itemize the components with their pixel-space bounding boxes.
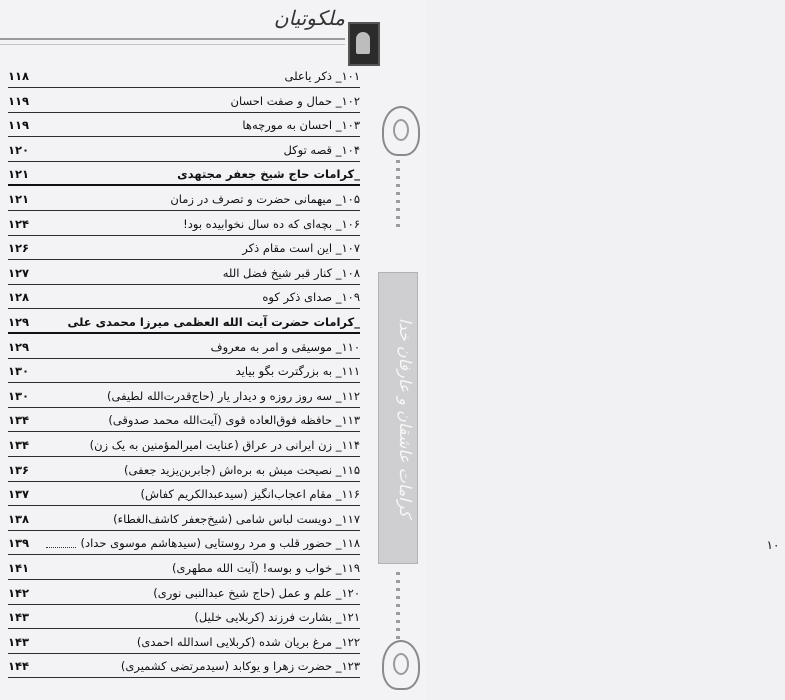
paisley-ornament-icon [382, 640, 420, 690]
toc-entry-title: ۱۱۴_ زن ایرانی در عراق (عنایت امیرالمؤمنین به یک زن) [89, 438, 360, 452]
row-underline [8, 235, 360, 236]
row-underline [8, 112, 360, 113]
toc-page-number: ۱۴۲ [8, 585, 30, 600]
toc-row [8, 66, 360, 88]
toc-page-number: ۱۳۷ [8, 487, 30, 502]
row-underline [8, 604, 360, 605]
row-underline [8, 184, 360, 186]
toc-row [8, 214, 360, 236]
row-underline [8, 431, 360, 432]
toc-entry-title: ۱۱۹_ خواب و بوسه! (آیت الله مطهری) [172, 561, 360, 575]
row-underline [8, 628, 360, 629]
paisley-ornament-icon [382, 106, 420, 156]
toc-row [8, 533, 360, 555]
dotted-ornament [396, 160, 400, 230]
row-underline [8, 407, 360, 408]
toc-page-number: ۱۲۷ [8, 265, 30, 280]
toc-entry-title: ۱۲۳_ حضرت زهرا و یوکابد (سیدمرتضی کشمیری) [120, 659, 360, 674]
toc-row [8, 632, 360, 654]
toc-row [8, 263, 360, 285]
toc-entry-title: ۱۲۲_ مرغ بریان شده (کربلایی اسدالله احمدی) [136, 634, 360, 649]
toc-entry-title: ۱۰۸_ کنار قبر شیخ فضل الله [222, 265, 360, 280]
toc-page-number: ۱۴۴ [8, 659, 30, 674]
toc-entry-title: _کرامات حاج شیخ جعفر مجتهدی [177, 167, 360, 182]
row-underline [8, 87, 360, 88]
toc-row [8, 656, 360, 678]
row-underline [8, 554, 360, 555]
page-number: ۱۰ [766, 538, 780, 552]
toc-page-number: ۱۱۸ [8, 69, 30, 83]
toc-row [8, 140, 360, 162]
toc-entry-title: ۱۱۶_ مقام اعجاب‌انگیز (سیدعبدالکریم کفاش) [140, 487, 360, 502]
row-underline [8, 653, 360, 654]
row-underline [8, 284, 360, 285]
toc-entry-title: ۱۰۶_ بچه‌ای که ده سال نخوابیده بود! [183, 216, 360, 231]
row-underline [8, 456, 360, 457]
row-underline [8, 530, 360, 531]
row-underline [8, 505, 360, 506]
toc-entry-title: ۱۲۱_ بشارت فرزند (کربلایی خلیل) [194, 610, 360, 625]
toc-row [8, 509, 360, 531]
row-underline [8, 677, 360, 678]
side-title: کرامات عاشقان و عارفان خدا [396, 317, 415, 518]
toc-row [8, 460, 360, 482]
toc-page-number: ۱۲۹ [8, 315, 30, 329]
row-underline [8, 308, 360, 309]
toc-entry-title: ۱۱۵_ نصیحت میش به بره‌اش (جابربن‌یزید جعفی) [124, 462, 360, 477]
toc-page-number: ۱۲۸ [8, 290, 30, 305]
toc-page-number: ۱۴۳ [8, 634, 30, 649]
toc-entry-title: ۱۱۷_ دویست لباس شامی (شیخ‌جعفر کاشف‌الغطاء) [113, 511, 360, 526]
dotted-ornament [396, 572, 400, 642]
toc-entry-title: ۱۰۱_ ذکر یاعلی [284, 69, 360, 83]
row-underline [8, 210, 360, 211]
toc-row [8, 238, 360, 260]
toc-entry-title: ۱۰۹_ صدای ذکر کوه [262, 290, 360, 305]
toc-entry-title: ۱۱۸_ حضور قلب و مرد روستایی (سیدهاشم موسوی حداد) [80, 536, 360, 551]
toc-row [8, 583, 360, 605]
toc-page-number: ۱۲۴ [8, 216, 30, 231]
toc-page-number: ۱۴۱ [8, 561, 30, 575]
toc-page-number: ۱۲۱ [8, 167, 30, 182]
toc-entry-title: ۱۰۴_ قصه توکل [283, 142, 360, 157]
toc-entry-title: ۱۱۳_ حافظه فوق‌العاده قوی (آیت‌الله محمد صدوقی) [108, 413, 360, 428]
toc-page-number: ۱۲۹ [8, 339, 30, 354]
toc-entry-title: ۱۰۲_ حمال و صفت احسان [230, 93, 360, 108]
page-header [0, 0, 427, 60]
toc-page-number: ۱۳۸ [8, 511, 30, 526]
toc-row [8, 607, 360, 629]
toc-page-number: ۱۲۶ [8, 241, 30, 256]
toc-entry-title: ۱۱۲_ سه روز روزه و دیدار یار (حاج‌قدرت‌الله لطیفی) [107, 388, 360, 403]
toc-page-number: ۱۳۹ [8, 536, 30, 551]
row-underline [8, 579, 360, 580]
toc-row [8, 484, 360, 506]
toc-row [8, 91, 360, 113]
row-underline [8, 481, 360, 482]
toc-section-row [8, 164, 360, 186]
toc-entry-title: ۱۲۰_ علم و عمل (حاج شیخ عبدالنبی نوری) [153, 585, 360, 600]
toc-row [8, 115, 360, 137]
toc-row [8, 386, 360, 408]
toc-entry-title: _کرامات حضرت آیت الله العظمی میرزا محمدی علی [67, 315, 360, 329]
side-ornament-band [370, 0, 780, 700]
toc-row [8, 287, 360, 309]
row-underline [8, 382, 360, 383]
toc-page-number: ۱۲۰ [8, 142, 30, 157]
toc-row [8, 189, 360, 211]
row-underline [8, 332, 360, 334]
toc-entry-title: ۱۰۵_ میهمانی حضرت و تصرف در زمان [170, 192, 360, 206]
toc-row [8, 361, 360, 383]
row-underline [8, 259, 360, 260]
toc-page-number: ۱۲۱ [8, 192, 30, 206]
toc-section-row [8, 312, 360, 334]
toc-row [8, 435, 360, 457]
toc-page-number: ۱۴۳ [8, 610, 30, 625]
toc-page-number: ۱۳۴ [8, 413, 30, 428]
toc-row [8, 410, 360, 432]
toc-row [8, 337, 360, 359]
toc-entry-title: ۱۰۷_ این است مقام ذکر [242, 241, 360, 256]
table-of-contents [8, 66, 360, 700]
toc-page-number: ۱۱۹ [8, 118, 30, 133]
toc-page-number: ۱۱۹ [8, 93, 30, 108]
toc-page-number: ۱۳۴ [8, 438, 30, 452]
header-rule [0, 38, 345, 40]
toc-page-number: ۱۳۰ [8, 388, 30, 403]
toc-page-number: ۱۳۰ [8, 364, 30, 379]
toc-entry-title: ۱۱۱_ به بزرگترت بگو بیاید [235, 364, 360, 379]
toc-row [8, 558, 360, 580]
header-rule-thin [0, 44, 345, 45]
row-underline [8, 136, 360, 137]
toc-entry-title: ۱۰۳_ احسان به مورچه‌ها [242, 118, 360, 133]
header-brand: ملکوتیان [273, 6, 345, 30]
dot-leader [46, 547, 76, 549]
toc-page-number: ۱۳۶ [8, 462, 30, 477]
row-underline [8, 161, 360, 162]
toc-entry-title: ۱۱۰_ موسیقی و امر به معروف [210, 339, 360, 354]
row-underline [8, 358, 360, 359]
